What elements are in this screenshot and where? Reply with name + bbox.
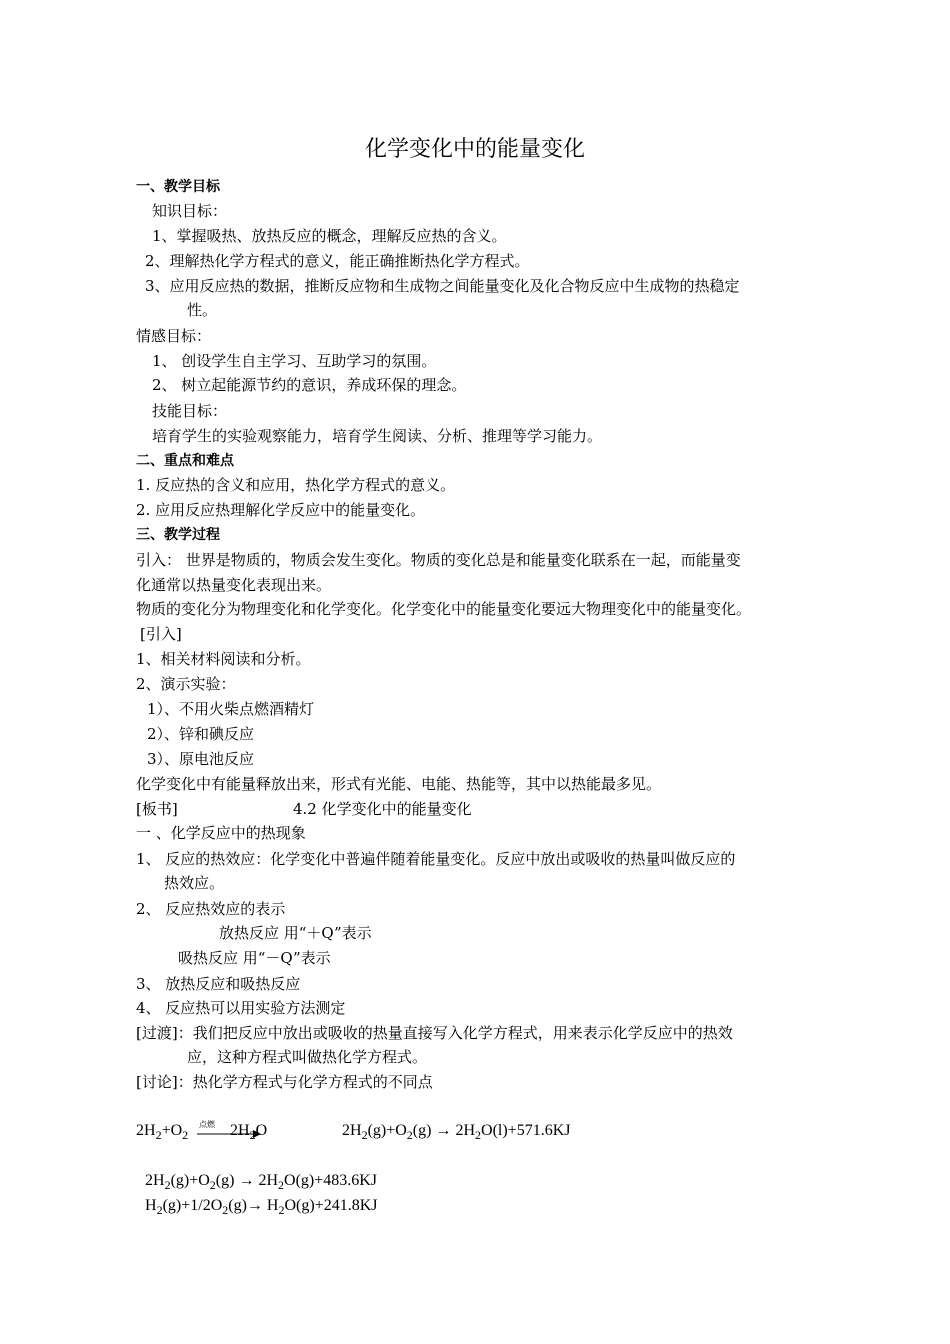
subsection-heat-phenomena: 一 、化学反应中的热现象 (136, 824, 306, 842)
intro-line-1: 引入： 世界是物质的，物质会发生变化。物质的变化总是和能量变化联系在一起，而能量变 (136, 551, 741, 569)
section-heading-goals: 一、教学目标 (136, 179, 220, 195)
discussion-text: [讨论]：热化学方程式与化学方程式的不同点 (136, 1073, 433, 1091)
transition-text-cont: 应，这种方程式叫做热化学方程式。 (187, 1048, 428, 1066)
reaction-condition: 点燃 (199, 1120, 215, 1129)
knowledge-goal-2: 2、理解热化学方程式的意义，能正确推断热化学方程式。 (145, 252, 530, 270)
thermo-equation-liquid: $2H_2(g)+O_2(g) \to 2H_2O(l)+571.6KJ$ (342, 1122, 571, 1142)
experiment-1: 1）、不用火柴点燃酒精灯 (147, 700, 315, 718)
knowledge-goal-1: 1、掌握吸热、放热反应的概念，理解反应热的含义。 (152, 227, 507, 245)
emotion-goal-1: 1、 创设学生自主学习、互助学习的氛围。 (152, 352, 437, 370)
emotion-goal-label: 情感目标： (136, 327, 212, 345)
board-label: [板书] (136, 800, 178, 818)
key-point-2: 2. 应用反应热理解化学反应中的能量变化。 (136, 501, 426, 519)
knowledge-goal-3-cont: 性。 (187, 301, 218, 319)
equation-combustion: $2H_2+O_2$ (136, 1122, 189, 1142)
knowledge-goal-label: 知识目标： (152, 202, 228, 220)
intro-line-2: 化通常以热量变化表现出来。 (136, 576, 332, 594)
emotion-goal-2: 2、 树立起能源节约的意识，养成环保的理念。 (152, 376, 467, 394)
heat-measurement: 4、 反应热可以用实验方法测定 (136, 999, 346, 1017)
reaction-heat-effect: 1、 反应的热效应：化学变化中普遍伴随着能量变化。反应中放出或吸收的热量叫做反应的 (136, 850, 736, 868)
exothermic-notation: 放热反应 用“＋Q”表示 (219, 924, 372, 942)
page-title: 化学变化中的能量变化 (364, 137, 585, 162)
equation-combustion-product: $2H_2O$ (230, 1122, 268, 1142)
board-title: 4.2 化学变化中的能量变化 (293, 800, 472, 818)
heat-effect-notation: 2、 反应热效应的表示 (136, 900, 286, 918)
process-item-1: 1、相关材料阅读和分析。 (136, 650, 311, 668)
skill-goal-label: 技能目标： (152, 402, 228, 420)
thermo-value-gas: 483.6KJ (323, 1172, 378, 1189)
section-heading-key-points: 二、重点和难点 (136, 453, 234, 469)
reaction-heat-effect-cont: 热效应。 (164, 874, 225, 892)
section-heading-process: 三、教学过程 (136, 527, 220, 543)
lead-in-label: [引入] (140, 625, 182, 643)
energy-release-text: 化学变化中有能量释放出来，形式有光能、电能、热能等，其中以热能最多见。 (136, 775, 662, 793)
process-item-2: 2、演示实验： (136, 675, 236, 693)
key-point-1: 1. 反应热的含义和应用，热化学方程式的意义。 (136, 476, 456, 494)
thermo-value-liquid: 571.6KJ (516, 1122, 571, 1139)
exo-endo-reactions: 3、 放热反应和吸热反应 (136, 975, 301, 993)
transition-text: [过渡]：我们把反应中放出或吸收的热量直接写入化学方程式，用来表示化学反应中的热效 (136, 1024, 733, 1042)
experiment-3: 3）、原电池反应 (147, 750, 255, 768)
knowledge-goal-3: 3、应用反应热的数据，推断反应物和生成物之间能量变化及化合物反应中生成物的热稳定 (145, 277, 740, 295)
experiment-2: 2）、锌和碘反应 (147, 725, 255, 743)
thermo-value-half: 241.8KJ (323, 1197, 378, 1214)
skill-goal-text: 培育学生的实验观察能力，培育学生阅读、分析、推理等学习能力。 (152, 427, 603, 445)
thermo-equation-half: $H_2(g)+1/2O_2(g)\to H_2O(g)+241.8KJ$ (145, 1197, 378, 1217)
intro-line-3: 物质的变化分为物理变化和化学变化。化学变化中的能量变化要远大物理变化中的能量变化。 (136, 600, 752, 618)
thermo-equation-gas: $2H_2(g)+O_2(g) \to 2H_2O(g)+483.6KJ$ (145, 1172, 378, 1192)
endothermic-notation: 吸热反应 用“－Q”表示 (178, 949, 331, 967)
